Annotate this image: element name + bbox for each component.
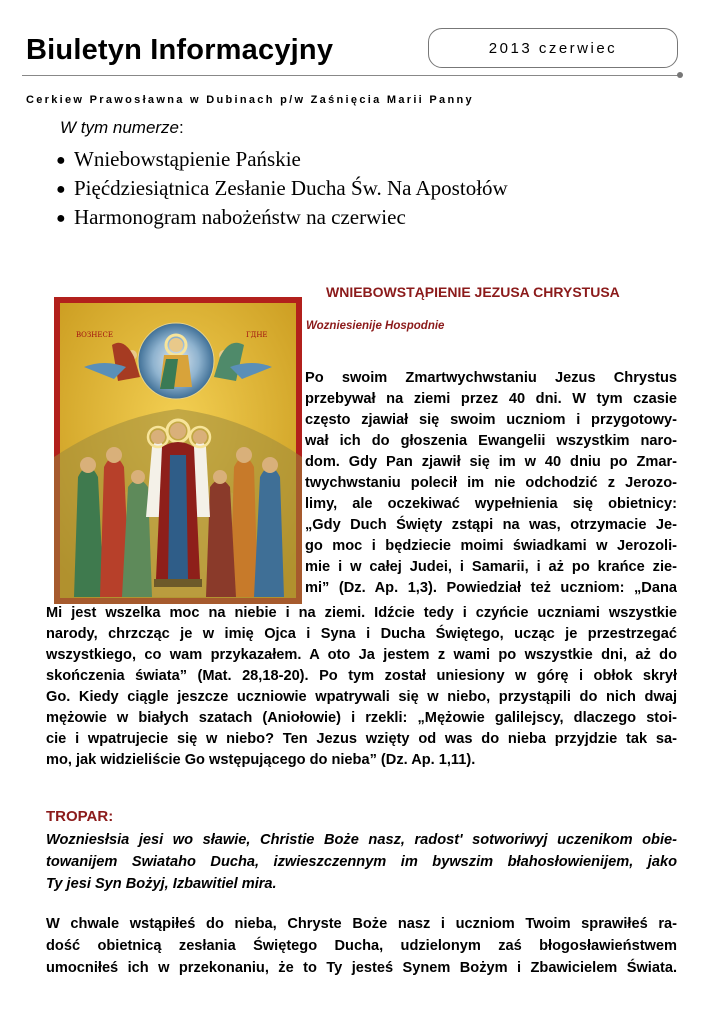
icon-label-right: ГДНЕ (246, 331, 268, 339)
translation-line: dość obietnicą zesłania Świętego Ducha, udzielonym zaś błogosławieństwem (46, 938, 677, 954)
article-line: Po swoim Zmartwychwstaniu Jezus Chrystus (305, 370, 677, 386)
article-line: mo, jak widzieliście Go wstępującego do nieba” (Dz. Ap. 1,11). (46, 752, 476, 768)
article-line: Go. Kiedy ciągle jeszcze uczniowie wpatrywali się w niebo, przystąpili do nich dwaj (46, 689, 677, 705)
article-line: często zjawiał się swoim uczniom i przygotowy- (305, 412, 677, 428)
contents-intro: W tym numerze: (60, 118, 184, 137)
tropar-line: Wozniesłsia jesi wo sławie, Christie Boże nasz, radost' sotworiwyj uczenikom obie- (46, 832, 677, 848)
article-line: Mi jest wszelka moc na niebie i na ziemi. Idźcie tedy i czyńcie uczniami wszystkie (46, 605, 677, 621)
contents-list (56, 145, 508, 232)
bulletin-title: Biuletyn Informacyjny (26, 34, 334, 66)
article-line: cie i wpatrujecie się w niebo? Ten Jezus wzięty od was do nieba przyjdzie tak sa- (46, 731, 677, 747)
article-line: dom. Gdy Pan zjawił się im w 40 dniu po Zmar- (305, 454, 677, 470)
article-line: twychwstaniu polecił im nie odchodzić z Jerozo- (305, 475, 677, 491)
translation-line: umocniłeś ich w przekonaniu, że to Ty jesteś Synem Bożym i Zbawicielem Świata. (46, 960, 677, 976)
article-line: narody, chrzcząc je w imię Ojca i Syna i Ducha Świętego, ucząc je przestrzegać (46, 626, 677, 642)
article-line: limy, ale oczekiwać wypełnienia się obietnicy: (305, 496, 677, 512)
translation-line: W chwale wstąpiłeś do nieba, Chryste Boże nasz i uczniom Twoim sprawiłeś ra- (46, 916, 677, 932)
tropar-line: towanijem Swiataho Ducha, izwieszczennym im bywszim błahosłowienijem, jako (46, 854, 677, 870)
issue-date-badge: 2013 czerwiec (428, 28, 678, 68)
article-line: przebywał na ziemi przez 40 dni. W tym czasie (305, 391, 677, 407)
article-line: mi” (Dz. Ap. 1,3). Powiedział też uczniom: „Dana (305, 580, 677, 596)
icon-label-left: ВОЗНЕСЕ (76, 331, 113, 339)
article-line: wszystkiego, co wam przykazałem. A oto Ja jestem z wami po wszystkie dni, aż do (46, 647, 677, 663)
contents-item: ● Pięćdziesiątnica Zesłanie Ducha Św. Na Apostołów (56, 176, 508, 200)
header-divider (22, 75, 678, 76)
contents-item: ● Wniebowstąpienie Pańskie (56, 147, 301, 171)
parish-subtitle: Cerkiew Prawosławna w Dubinach p/w Zaśnięcia Marii Panny (26, 94, 474, 106)
article-line: „Gdy Duch Święty zstąpi na was, otrzymacie Je- (305, 517, 677, 533)
article-line: wał ich do głoszenia Ewangelii wszystkim naro- (305, 433, 677, 449)
article-line: mężowie w białych szatach (Aniołowie) i rzekli: „Mężowie galilejscy, dlaczego stoi- (46, 710, 677, 726)
contents-item: ● Harmonogram nabożeństw na czerwiec (56, 205, 406, 229)
article-line: mie i w całej Judei, i Samarii, i aż po krańce zie- (305, 559, 677, 575)
header-divider-dot (677, 72, 683, 78)
article-subtitle: Wozniesienije Hospodnie (306, 320, 445, 332)
tropar-line: Ty jesi Syn Bożyj, Izbawitiel mira. (46, 876, 277, 892)
article-line: go moc i będziecie moimi świadkami w Jerozoli- (305, 538, 677, 554)
article-line: skończenia świata” (Mat. 28,18-20). Po tym został uniesiony w górę i obłok skrył (46, 668, 677, 684)
article-title: WNIEBOWSTĄPIENIE JEZUSA CHRYSTUSA (326, 284, 620, 300)
ascension-icon-image (54, 297, 302, 604)
tropar-heading: TROPAR: (46, 808, 114, 825)
